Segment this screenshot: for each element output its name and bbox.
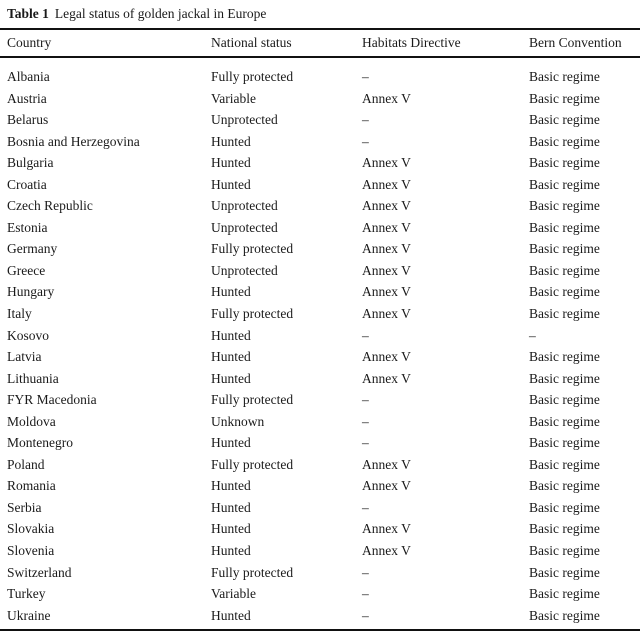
cell-country: Ukraine bbox=[7, 607, 51, 623]
cell-bern-convention: Basic regime bbox=[529, 564, 600, 580]
table-row bbox=[0, 325, 640, 347]
cell-habitats-directive: – bbox=[362, 133, 369, 149]
cell-habitats-directive: Annex V bbox=[362, 543, 411, 559]
cell-country: Poland bbox=[7, 456, 45, 472]
cell-habitats-directive: – bbox=[362, 392, 369, 408]
cell-national-status: Variable bbox=[211, 90, 256, 106]
cell-country: Switzerland bbox=[7, 564, 72, 580]
cell-national-status: Variable bbox=[211, 586, 256, 602]
cell-bern-convention: Basic regime bbox=[529, 284, 600, 300]
cell-habitats-directive: Annex V bbox=[362, 349, 411, 365]
cell-country: Austria bbox=[7, 90, 47, 106]
table-row bbox=[0, 303, 640, 325]
table-caption bbox=[7, 5, 266, 23]
cell-national-status: Hunted bbox=[211, 133, 251, 149]
cell-country: Kosovo bbox=[7, 327, 50, 343]
cell-national-status: Hunted bbox=[211, 435, 251, 451]
cell-bern-convention: Basic regime bbox=[529, 155, 600, 171]
cell-bern-convention: Basic regime bbox=[529, 90, 600, 106]
cell-bern-convention: Basic regime bbox=[529, 133, 600, 149]
table-row bbox=[0, 152, 640, 174]
cell-country: Estonia bbox=[7, 219, 48, 235]
cell-country: Croatia bbox=[7, 176, 47, 192]
cell-habitats-directive: – bbox=[362, 586, 369, 602]
table-row bbox=[0, 66, 640, 88]
header-country: Country bbox=[7, 35, 52, 50]
header-national-status: National status bbox=[211, 35, 292, 50]
cell-habitats-directive: Annex V bbox=[362, 262, 411, 278]
cell-national-status: Fully protected bbox=[211, 241, 294, 257]
cell-country: Bulgaria bbox=[7, 155, 54, 171]
cell-bern-convention: Basic regime bbox=[529, 456, 600, 472]
cell-habitats-directive: – bbox=[362, 499, 369, 515]
table-row bbox=[0, 411, 640, 433]
cell-national-status: Hunted bbox=[211, 607, 251, 623]
cell-national-status: Fully protected bbox=[211, 456, 294, 472]
cell-national-status: Hunted bbox=[211, 543, 251, 559]
cell-country: Slovenia bbox=[7, 543, 55, 559]
cell-bern-convention: Basic regime bbox=[529, 586, 600, 602]
table-row bbox=[0, 260, 640, 282]
cell-country: FYR Macedonia bbox=[7, 392, 97, 408]
cell-bern-convention: Basic regime bbox=[529, 392, 600, 408]
top-rule bbox=[0, 28, 640, 30]
table-row bbox=[0, 174, 640, 196]
cell-bern-convention: Basic regime bbox=[529, 176, 600, 192]
cell-country: Greece bbox=[7, 262, 46, 278]
table-row bbox=[0, 368, 640, 390]
table-row bbox=[0, 562, 640, 584]
table-row bbox=[0, 281, 640, 303]
cell-country: Italy bbox=[7, 306, 32, 322]
cell-country: Slovakia bbox=[7, 521, 55, 537]
cell-national-status: Hunted bbox=[211, 349, 251, 365]
cell-national-status: Hunted bbox=[211, 176, 251, 192]
cell-habitats-directive: – bbox=[362, 112, 369, 128]
table-label: Table 1 bbox=[7, 6, 49, 21]
cell-national-status: Fully protected bbox=[211, 564, 294, 580]
cell-country: Turkey bbox=[7, 586, 46, 602]
cell-country: Belarus bbox=[7, 112, 49, 128]
bottom-rule bbox=[0, 629, 640, 631]
cell-national-status: Unprotected bbox=[211, 219, 278, 235]
table-row bbox=[0, 238, 640, 260]
table-row bbox=[0, 346, 640, 368]
cell-habitats-directive: Annex V bbox=[362, 284, 411, 300]
table-title: Legal status of golden jackal in Europe bbox=[54, 6, 267, 21]
cell-habitats-directive: Annex V bbox=[362, 219, 411, 235]
cell-national-status: Hunted bbox=[211, 499, 251, 515]
header-rule bbox=[0, 56, 640, 58]
cell-bern-convention: Basic regime bbox=[529, 435, 600, 451]
cell-habitats-directive: – bbox=[362, 607, 369, 623]
cell-habitats-directive: Annex V bbox=[362, 90, 411, 106]
cell-habitats-directive: Annex V bbox=[362, 456, 411, 472]
table-row bbox=[0, 217, 640, 239]
cell-country: Romania bbox=[7, 478, 56, 494]
table-row bbox=[0, 88, 640, 110]
cell-bern-convention: Basic regime bbox=[529, 219, 600, 235]
cell-national-status: Hunted bbox=[211, 284, 251, 300]
cell-bern-convention: Basic regime bbox=[529, 543, 600, 559]
cell-national-status: Unprotected bbox=[211, 198, 278, 214]
cell-country: Serbia bbox=[7, 499, 42, 515]
cell-country: Czech Republic bbox=[7, 198, 93, 214]
cell-habitats-directive: Annex V bbox=[362, 306, 411, 322]
table-row bbox=[0, 518, 640, 540]
cell-country: Albania bbox=[7, 69, 50, 84]
table-row bbox=[0, 131, 640, 153]
table-row bbox=[0, 497, 640, 519]
cell-habitats-directive: Annex V bbox=[362, 241, 411, 257]
cell-country: Hungary bbox=[7, 284, 55, 300]
table-row bbox=[0, 389, 640, 411]
cell-national-status: Hunted bbox=[211, 327, 251, 343]
cell-habitats-directive: – bbox=[362, 69, 369, 84]
cell-bern-convention: Basic regime bbox=[529, 521, 600, 537]
cell-country: Montenegro bbox=[7, 435, 73, 451]
cell-country: Moldova bbox=[7, 413, 56, 429]
cell-bern-convention: Basic regime bbox=[529, 241, 600, 257]
cell-habitats-directive: – bbox=[362, 564, 369, 580]
cell-national-status: Fully protected bbox=[211, 69, 294, 84]
cell-bern-convention: Basic regime bbox=[529, 413, 600, 429]
table-row bbox=[0, 432, 640, 454]
cell-bern-convention: Basic regime bbox=[529, 478, 600, 494]
cell-bern-convention: Basic regime bbox=[529, 306, 600, 322]
header-bern-convention: Bern Convention bbox=[529, 35, 622, 50]
cell-national-status: Fully protected bbox=[211, 392, 294, 408]
cell-national-status: Unprotected bbox=[211, 112, 278, 128]
cell-national-status: Fully protected bbox=[211, 306, 294, 322]
cell-country: Germany bbox=[7, 241, 58, 257]
cell-habitats-directive: Annex V bbox=[362, 176, 411, 192]
table-row bbox=[0, 605, 640, 627]
cell-national-status: Unknown bbox=[211, 413, 265, 429]
cell-national-status: Unprotected bbox=[211, 262, 278, 278]
cell-national-status: Hunted bbox=[211, 370, 251, 386]
cell-bern-convention: Basic regime bbox=[529, 198, 600, 214]
cell-habitats-directive: – bbox=[362, 435, 369, 451]
cell-national-status: Hunted bbox=[211, 155, 251, 171]
table-row bbox=[0, 109, 640, 131]
cell-bern-convention: Basic regime bbox=[529, 112, 600, 128]
cell-bern-convention: Basic regime bbox=[529, 262, 600, 278]
cell-habitats-directive: Annex V bbox=[362, 155, 411, 171]
cell-habitats-directive: Annex V bbox=[362, 521, 411, 537]
table-row bbox=[0, 583, 640, 605]
table-header-row bbox=[0, 34, 640, 52]
cell-national-status: Hunted bbox=[211, 521, 251, 537]
header-habitats-directive: Habitats Directive bbox=[362, 35, 461, 50]
cell-bern-convention: Basic regime bbox=[529, 499, 600, 515]
cell-bern-convention: – bbox=[529, 327, 536, 343]
cell-habitats-directive: Annex V bbox=[362, 478, 411, 494]
cell-bern-convention: Basic regime bbox=[529, 349, 600, 365]
cell-bern-convention: Basic regime bbox=[529, 370, 600, 386]
cell-national-status: Hunted bbox=[211, 478, 251, 494]
cell-bern-convention: Basic regime bbox=[529, 69, 600, 84]
cell-country: Bosnia and Herzegovina bbox=[7, 133, 140, 149]
cell-habitats-directive: Annex V bbox=[362, 198, 411, 214]
table-row bbox=[0, 195, 640, 217]
table-row bbox=[0, 454, 640, 476]
table-row bbox=[0, 475, 640, 497]
cell-habitats-directive: – bbox=[362, 413, 369, 429]
cell-habitats-directive: – bbox=[362, 327, 369, 343]
table-body bbox=[0, 66, 640, 626]
cell-country: Latvia bbox=[7, 349, 42, 365]
cell-habitats-directive: Annex V bbox=[362, 370, 411, 386]
table-row bbox=[0, 540, 640, 562]
cell-country: Lithuania bbox=[7, 370, 59, 386]
cell-bern-convention: Basic regime bbox=[529, 607, 600, 623]
